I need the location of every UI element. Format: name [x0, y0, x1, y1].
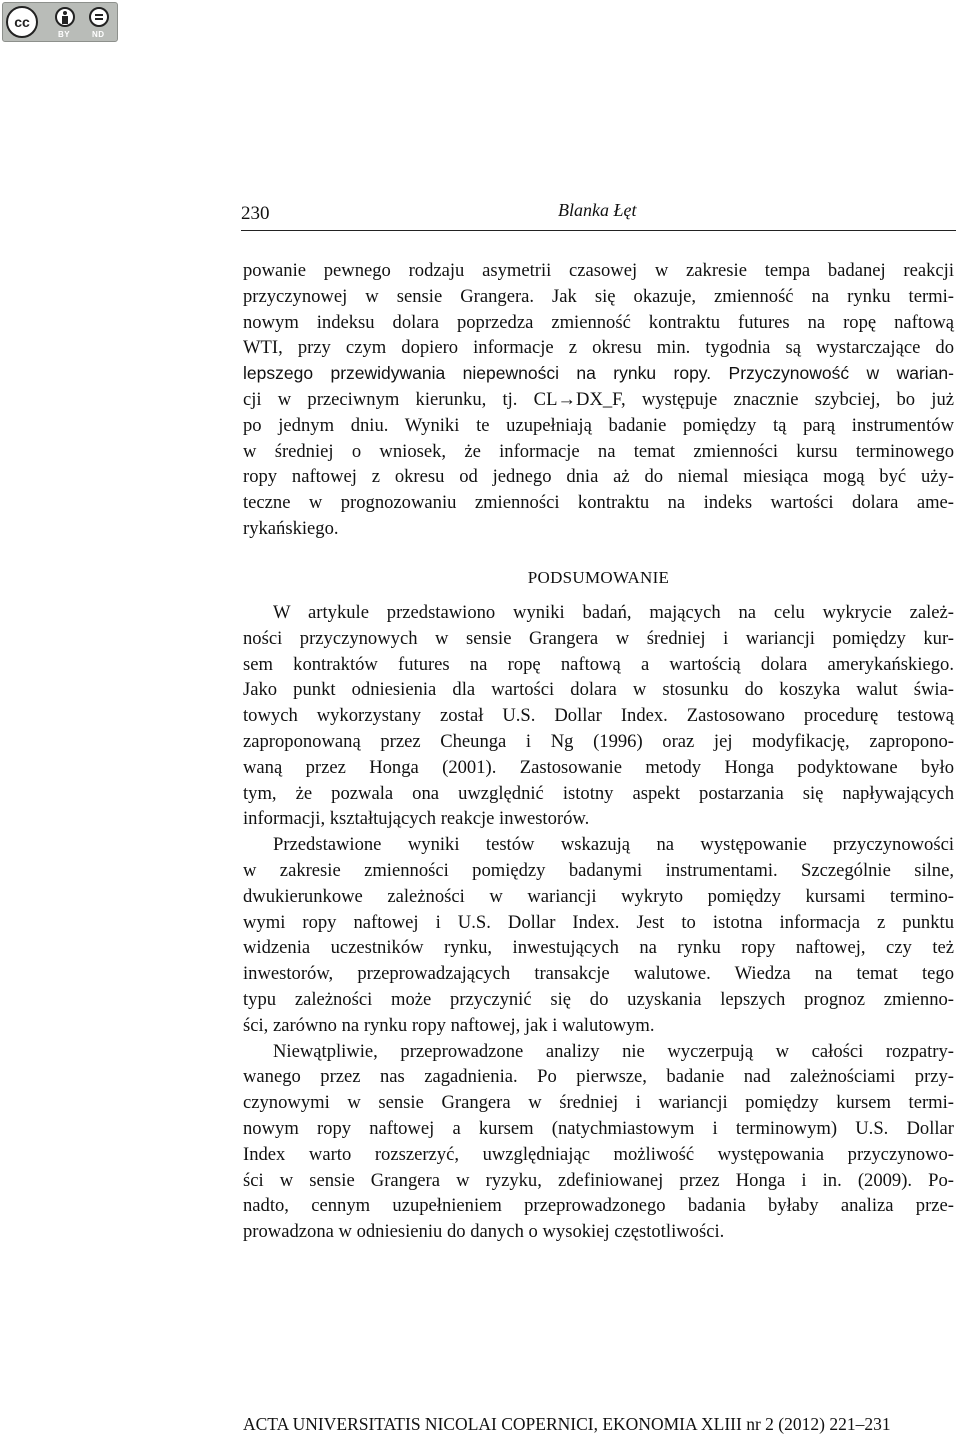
text-line: tym, że pozwala ona uwzględnić istotny aspekt postarzania się napływających	[243, 782, 954, 804]
text-line: ści w sensie Grangera w ryzyku, zdefiniowanej przez Honga i in. (2009). Po-	[243, 1169, 954, 1191]
text-line: nadto, cennym uzupełnieniem przeprowadzonego badania byłaby analiza prze-	[243, 1195, 954, 1217]
text-line: wymi ropy naftowej i U.S. Dollar Index. Jest to istotna informacja z punktu	[243, 911, 954, 933]
text-line: wanego przez nas zagadnienia. Po pierwsze, badanie nad zależnościami przy-	[243, 1066, 954, 1088]
paragraph-1	[243, 258, 954, 542]
text-line: ści, zarówno na rynku ropy naftowej, jak i walutowym.	[243, 1014, 655, 1036]
creative-commons-icon: cc	[6, 6, 38, 38]
text-line: Niewątpliwie, przeprowadzone analizy nie wyczerpują w całości rozpatry-	[273, 1040, 954, 1062]
text-line: inwestorów, przeprowadzających transakcje walutowe. Wiedza na temat tego	[243, 963, 954, 985]
text-line: czynowymi w sensie Grangera w średniej i wariancji pomiędzy kursem termi-	[243, 1092, 954, 1114]
text-line: typu zależności może przyczynić się do uzyskania lepszych prognoz zmienno-	[243, 988, 954, 1010]
text-line: informacji, kształtujących reakcje inwestorów.	[243, 808, 590, 830]
nd-label: ND	[92, 30, 105, 39]
paragraph-2	[243, 600, 954, 1245]
text-line: WTI, przy czym dopiero informacje z okresu min. tygodnia są wystarczające do	[243, 337, 954, 359]
text-line: waną przez Honga (2001). Zastosowanie metody Honga podyktowane było	[243, 756, 954, 778]
text-line: po jednym dniu. Wyniki te uzupełniają badanie pomiędzy tą parą instrumentów	[243, 414, 954, 436]
text-line: Jako punkt odniesienia dla wartości dolara w stosunku do koszyka walut świa-	[243, 679, 954, 701]
text-line: przyczynowej w sensie Grangera. Jak się okazuje, zmienność na rynku termi-	[243, 285, 954, 307]
text-line: zaproponowaną przez Cheunga i Ng (1996) oraz jej modyfikację, zapropono-	[243, 730, 954, 752]
no-derivatives-icon	[89, 7, 109, 27]
text-line: W artykule przedstawiono wyniki badań, mających na celu wykrycie zależ-	[273, 602, 954, 623]
text-line: w zakresie zmienności pomiędzy badanymi instrumentami. Szczególnie silne,	[243, 859, 954, 881]
text-line: cji w przeciwnym kierunku, tj. CL→DX_F, występuje znacznie szybciej, bo już	[243, 388, 954, 410]
text-line: lepszego przewidywania niepewności na rynku ropy. Przyczynowość w warian-	[243, 363, 954, 384]
journal-footer: ACTA UNIVERSITATIS NICOLAI COPERNICI, EKONOMIA XLIII nr 2 (2012) 221–231	[243, 1414, 891, 1434]
text-line: dwukierunkowe zależności w wariancji wykryto pomiędzy kursami termino-	[243, 885, 954, 907]
text-line: prowadzona w odniesieniu do danych o wysokiej częstotliwości.	[243, 1221, 725, 1243]
attribution-icon	[55, 7, 75, 27]
text-line: nowym ropy naftowej a kursem (natychmiastowym i terminowym) U.S. Dollar	[243, 1117, 954, 1139]
text-line: Index warto rozszerzyć, uwzględniając możliwość występowania przyczynowo-	[243, 1143, 954, 1165]
text-line: nowym indeksu dolara poprzedza zmienność kontraktu futures na ropę naftową	[243, 311, 954, 333]
text-line: ropy naftowej z okresu od jednego dnia aż do niemal miesiąca mogą być uży-	[243, 466, 954, 488]
by-label: BY	[58, 30, 71, 39]
page-number: 230	[241, 203, 270, 224]
text-line: Przedstawione wyniki testów wskazują na występowanie przyczynowości	[273, 834, 954, 856]
running-header	[241, 200, 956, 231]
text-line: powanie pewnego rodzaju asymetrii czasowej w zakresie tempa badanej reakcji	[243, 260, 954, 281]
text-line: towych wykorzystany został U.S. Dollar Index. Zastosowano procedurę testową	[243, 705, 954, 727]
text-line: w średniej o wniosek, że informacje na temat zmienności kursu terminowego	[243, 440, 954, 462]
author-name: Blanka Łęt	[558, 200, 637, 220]
text-line: rykańskiego.	[243, 517, 339, 539]
text-line: ności przyczynowych w sensie Grangera w średniej i wariancji pomiędzy kur-	[243, 627, 954, 649]
text-line: sem kontraktów futures na ropę naftową a wartością dolara amerykańskiego.	[243, 653, 954, 675]
text-line: widzenia uczestników rynku, inwestujących na rynku ropy naftowej, czy też	[243, 937, 954, 959]
cc-license-badge	[2, 2, 118, 42]
text-line: teczne w prognozowaniu zmienności kontraktu na indeks wartości dolara ame-	[243, 492, 954, 514]
section-heading: PODSUMOWANIE	[527, 568, 670, 587]
